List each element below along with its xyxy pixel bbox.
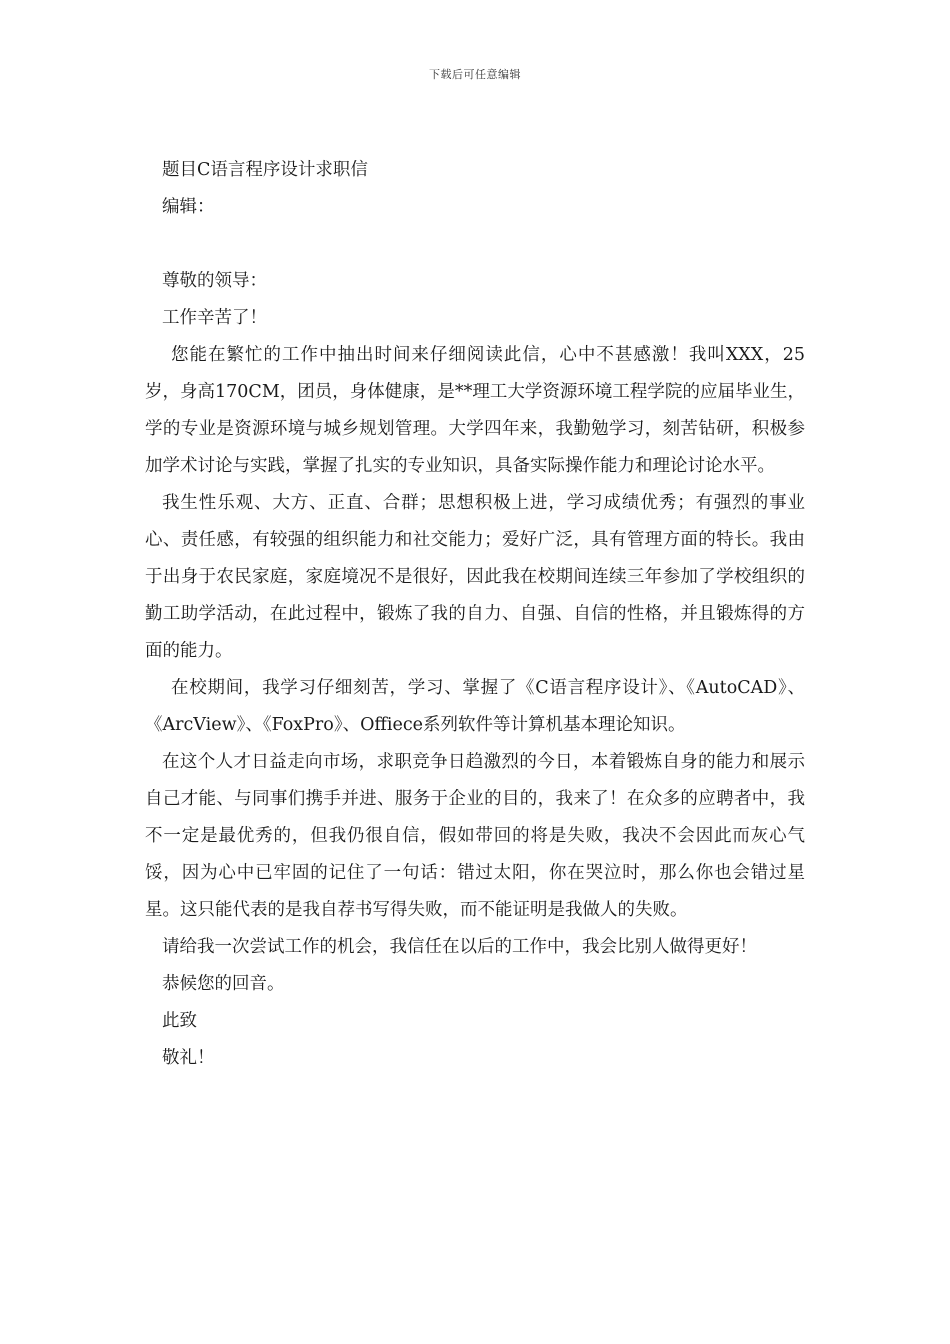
paragraph-introduction: 您能在繁忙的工作中抽出时间来仔细阅读此信，心中不甚感激！我叫XXX，25岁，身高170CM，团员，身体健康，是**理工大学资源环境工程学院的应届毕业生，学的专业是资源环境与城乡规划管理。大学四年来，我勤勉学习，刻苦钻研，积极参加学术讨论与实践，掌握了扎实的专业知识，具备实际操作能力和理论讨论水平。 [145,345,805,476]
letter-editor: 编辑： [162,197,215,217]
paragraph-personality: 我生性乐观、大方、正直、合群；思想积极上进，学习成绩优秀；有强烈的事业心、责任感，有较强的组织能力和社交能力；爱好广泛，具有管理方面的特长。我由于出身于农民家庭，家庭境况不是很好，因此我在校期间连续三年参加了学校组织的勤工助学活动，在此过程中，锻炼了我的自力、自强、自信的性格，并且锻炼得的方面的能力。 [145,493,805,661]
paragraph-skills: 在校期间，我学习仔细刻苦，学习、掌握了《C语言程序设计》、《AutoCAD》、《ArcView》、《FoxPro》、Offiece系列软件等计算机基本理论知识。 [145,678,805,735]
closing-await: 恭候您的回音。 [162,974,285,994]
closing-cizhi: 此致 [162,1011,197,1031]
closing-jingli: 敬礼！ [162,1048,215,1068]
letter-closing [145,929,805,1077]
letter-title: 题目C语言程序设计求职信 [162,160,368,180]
letter-greeting: 工作辛苦了！ [162,308,267,328]
letter-body [145,152,805,1077]
blank-line [145,226,805,263]
paragraph-motivation: 在这个人才日益走向市场，求职竞争日趋激烈的今日，本着锻炼自身的能力和展示自己才能、与同事们携手并进、服务于企业的目的，我来了！在众多的应聘者中，我不一定是最优秀的，但我仍很自信，假如带回的将是失败，我决不会因此而灰心气馁，因为心中已牢固的记住了一句话：错过太阳，你在哭泣时，那么你也会错过星星。这只能代表的是我自荐书写得失败，而不能证明是我做人的失败。 [145,752,805,920]
closing-request: 请给我一次尝试工作的机会，我信任在以后的工作中，我会比别人做得更好！ [162,937,757,957]
letter-salutation: 尊敬的领导： [162,271,267,291]
header-note: 下载后可任意编辑 [429,68,521,81]
